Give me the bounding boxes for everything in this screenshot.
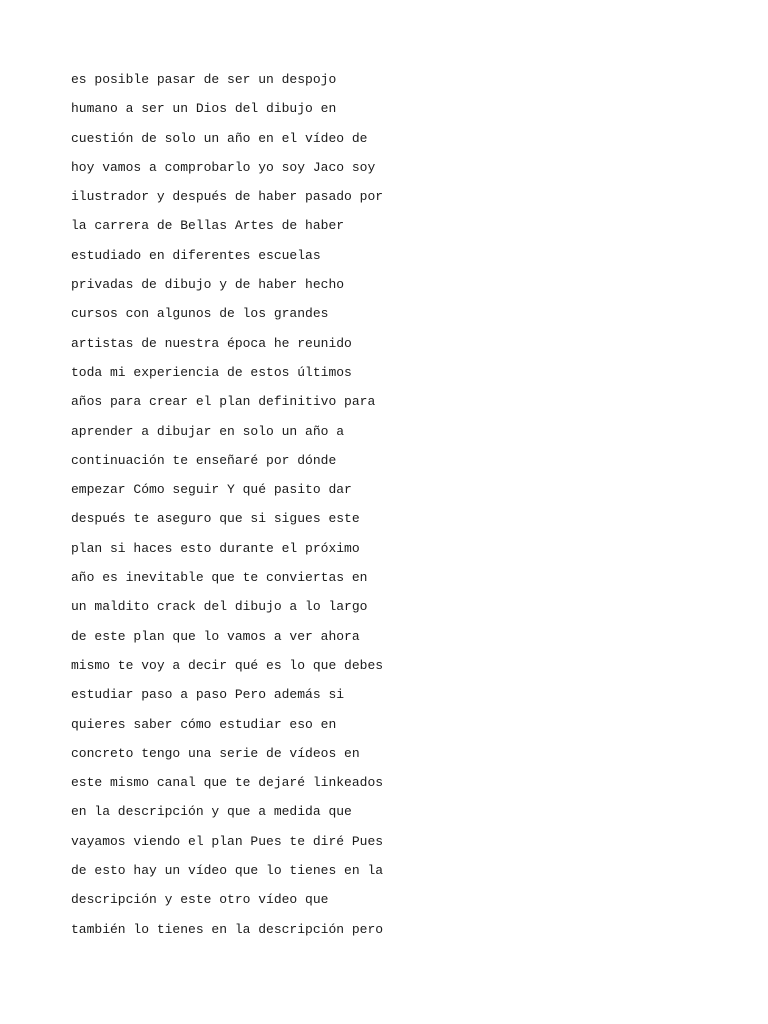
transcript-text: [71, 65, 711, 944]
text-line: también lo tienes en la descripción pero: [71, 921, 384, 937]
text-line: año es inevitable que te conviertas en: [71, 570, 368, 586]
text-line: estudiar paso a paso Pero además si: [71, 687, 345, 703]
text-line: cursos con algunos de los grandes: [71, 306, 329, 322]
text-line: humano a ser un Dios del dibujo en: [71, 101, 337, 117]
text-line: hoy vamos a comprobarlo yo soy Jaco soy: [71, 159, 376, 175]
text-line: empezar Cómo seguir Y qué pasito dar: [71, 482, 352, 498]
text-line: toda mi experiencia de estos últimos: [71, 364, 352, 380]
text-line: plan si haces esto durante el próximo: [71, 540, 360, 556]
text-line: privadas de dibujo y de haber hecho: [71, 277, 345, 293]
text-line: continuación te enseñaré por dónde: [71, 452, 337, 468]
text-line: después te aseguro que si sigues este: [71, 511, 360, 527]
text-line: estudiado en diferentes escuelas: [71, 247, 321, 263]
text-line: de esto hay un vídeo que lo tienes en la: [71, 863, 384, 879]
text-line: vayamos viendo el plan Pues te diré Pues: [71, 833, 384, 849]
text-line: cuestión de solo un año en el vídeo de: [71, 130, 368, 146]
text-line: un maldito crack del dibujo a lo largo: [71, 599, 368, 615]
text-line: de este plan que lo vamos a ver ahora: [71, 628, 360, 644]
text-line: ilustrador y después de haber pasado por: [71, 189, 384, 205]
text-line: en la descripción y que a medida que: [71, 804, 352, 820]
text-line: años para crear el plan definitivo para: [71, 394, 376, 410]
text-line: es posible pasar de ser un despojo: [71, 72, 337, 87]
text-line: descripción y este otro vídeo que: [71, 892, 329, 908]
text-line: artistas de nuestra época he reunido: [71, 335, 352, 351]
text-line: aprender a dibujar en solo un año a: [71, 423, 345, 439]
text-line: mismo te voy a decir qué es lo que debes: [71, 657, 384, 673]
text-line: este mismo canal que te dejaré linkeados: [71, 775, 384, 791]
text-line: la carrera de Bellas Artes de haber: [71, 218, 345, 234]
text-line: concreto tengo una serie de vídeos en: [71, 745, 360, 761]
text-line: quieres saber cómo estudiar eso en: [71, 716, 337, 732]
